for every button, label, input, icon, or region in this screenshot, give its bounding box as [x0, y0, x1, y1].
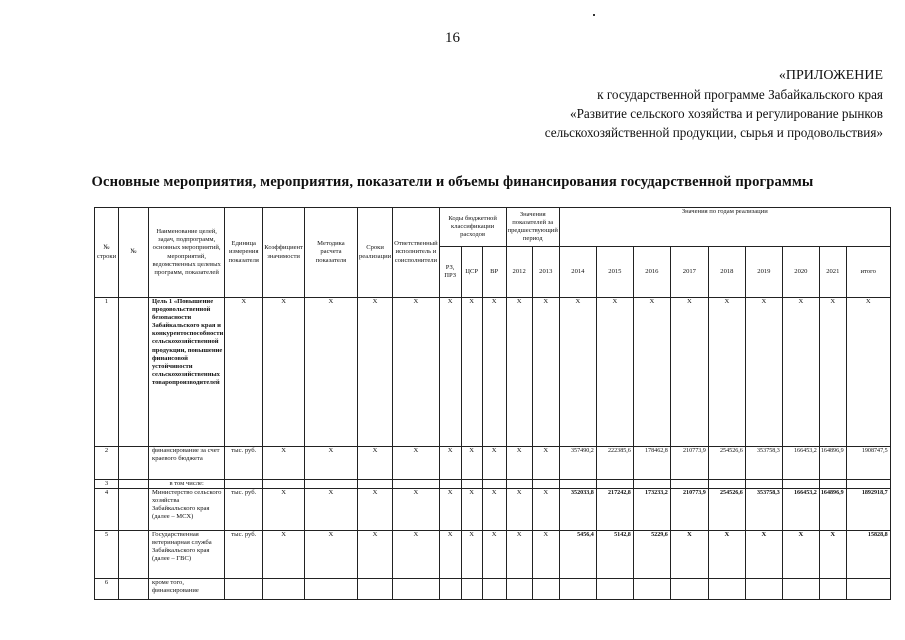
header-2018: 2018	[708, 247, 745, 298]
cell-2021: 164896,9	[819, 447, 846, 480]
page-number: 16	[445, 30, 460, 46]
cell-terms: Х	[357, 447, 392, 480]
cell-2017: Х	[670, 531, 708, 579]
header-2020: 2020	[782, 247, 819, 298]
cell-csr: Х	[461, 298, 482, 447]
cell-2014: 357490,2	[559, 447, 596, 480]
cell-2016: 5229,6	[633, 531, 670, 579]
row-no: 4	[95, 489, 119, 531]
row-no: 6	[95, 579, 119, 600]
header-year-values: Значения по годам реализации	[559, 208, 890, 247]
cell-method: Х	[304, 531, 357, 579]
header-2012: 2012	[506, 247, 532, 298]
cell-2019: Х	[745, 531, 782, 579]
cell-2020: Х	[782, 298, 819, 447]
cell-2019: Х	[745, 298, 782, 447]
cell-coef: Х	[263, 489, 305, 531]
cell-method: Х	[304, 298, 357, 447]
cell-rz: Х	[439, 489, 461, 531]
row-name: Государственная ветеринарная служба Забайкальского края (далее – ГВС)	[149, 531, 225, 579]
header-coef: Коэффициент значимости	[263, 208, 305, 298]
cell-executor: Х	[393, 531, 439, 579]
cell-total: 1908747,5	[846, 447, 890, 480]
cell-terms: Х	[357, 489, 392, 531]
header-name: Наименование целей, задач, подпрограмм, основных мероприятий, мероприятий, ведомственных целевых программ, показателей	[149, 208, 225, 298]
cell-2017: 210773,9	[670, 447, 708, 480]
header-vr: ВР	[482, 247, 506, 298]
cell-2013: Х	[532, 298, 559, 447]
scan-dot	[593, 14, 595, 16]
cell-2020: Х	[782, 531, 819, 579]
row-name: кроме того, финансирование	[149, 579, 225, 600]
cell-2016: 178462,8	[633, 447, 670, 480]
row-no: 3	[95, 480, 119, 489]
appendix-line-1: к государственной программе Забайкальского края	[597, 87, 883, 102]
row-name: в том числе:	[149, 480, 225, 489]
cell-csr: Х	[461, 447, 482, 480]
header-2017: 2017	[670, 247, 708, 298]
cell-2018: 254526,6	[708, 489, 745, 531]
cell-vr: Х	[482, 298, 506, 447]
header-2015: 2015	[596, 247, 633, 298]
row-number	[119, 480, 149, 489]
cell-executor: Х	[393, 489, 439, 531]
cell-2013: Х	[532, 531, 559, 579]
cell-2017: Х	[670, 298, 708, 447]
cell-2020: 166453,2	[782, 447, 819, 480]
header-row-no: № строки	[95, 208, 119, 298]
program-table	[94, 207, 891, 600]
table-row	[95, 447, 891, 480]
header-2013: 2013	[532, 247, 559, 298]
appendix-title: «ПРИЛОЖЕНИЕ	[778, 68, 883, 83]
table-row	[95, 579, 891, 600]
cell-coef: Х	[263, 447, 305, 480]
header-csr: ЦСР	[461, 247, 482, 298]
cell-total: 15828,8	[846, 531, 890, 579]
cell-2020: 166453,2	[782, 489, 819, 531]
cell-total: Х	[846, 298, 890, 447]
cell-2017: 210773,9	[670, 489, 708, 531]
row-no: 1	[95, 298, 119, 447]
header-prev-values: Значения показателей за предшествующий период	[506, 208, 559, 247]
cell-2015: Х	[596, 298, 633, 447]
row-number	[119, 579, 149, 600]
row-number	[119, 298, 149, 447]
cell-terms: Х	[357, 531, 392, 579]
cell-executor: Х	[393, 447, 439, 480]
cell-coef: Х	[263, 531, 305, 579]
cell-2012: Х	[506, 531, 532, 579]
header-2014: 2014	[559, 247, 596, 298]
cell-2018: Х	[708, 531, 745, 579]
cell-unit: тыс. руб.	[225, 447, 263, 480]
cell-2014: 5456,4	[559, 531, 596, 579]
header-row-1	[95, 208, 891, 247]
header-total: итого	[846, 247, 890, 298]
header-2019: 2019	[745, 247, 782, 298]
header-no: №	[119, 208, 149, 298]
cell-2015: 5142,8	[596, 531, 633, 579]
cell-vr: Х	[482, 447, 506, 480]
cell-rz: Х	[439, 447, 461, 480]
header-rz: РЗ, ПРЗ	[439, 247, 461, 298]
table-row	[95, 480, 891, 489]
document-title: Основные мероприятия, мероприятия, показатели и объемы финансирования государственной программы	[91, 174, 814, 190]
table-row	[95, 489, 891, 531]
appendix-line-2: «Развитие сельского хозяйства и регулирование рынков	[570, 106, 883, 121]
cell-2014: 352033,8	[559, 489, 596, 531]
row-name: финансирование за счет краевого бюджета	[149, 447, 225, 480]
cell-2012: Х	[506, 447, 532, 480]
table-row	[95, 531, 891, 579]
cell-coef: Х	[263, 298, 305, 447]
cell-2021: 164896,9	[819, 489, 846, 531]
row-number	[119, 447, 149, 480]
cell-executor: Х	[393, 298, 439, 447]
cell-vr: Х	[482, 489, 506, 531]
cell-vr: Х	[482, 531, 506, 579]
header-2016: 2016	[633, 247, 670, 298]
cell-rz: Х	[439, 298, 461, 447]
cell-2015: 222385,6	[596, 447, 633, 480]
cell-total: 1892918,7	[846, 489, 890, 531]
cell-2013: Х	[532, 489, 559, 531]
cell-unit: Х	[225, 298, 263, 447]
cell-2016: Х	[633, 298, 670, 447]
row-name: Цель 1 «Повышение продовольственной безопасности Забайкальского края и конкурентоспособности сельскохозяйственной продукции, повышение финансовой устойчивости сельскохозяйственных товаропроизводителей	[149, 298, 225, 447]
cell-2013: Х	[532, 447, 559, 480]
row-number	[119, 531, 149, 579]
row-name: Министерство сельского хозяйства Забайкальского края (далее – МСХ)	[149, 489, 225, 531]
cell-csr: Х	[461, 489, 482, 531]
header-terms: Сроки реализации	[357, 208, 392, 298]
appendix-line-3: сельскохозяйственной продукции, сырья и продовольствия»	[544, 125, 883, 140]
cell-rz: Х	[439, 531, 461, 579]
row-no: 2	[95, 447, 119, 480]
table-row	[95, 298, 891, 447]
cell-2012: Х	[506, 489, 532, 531]
cell-method: Х	[304, 447, 357, 480]
header-executor: Ответственный исполнитель и соисполнители	[393, 208, 439, 298]
header-budget-codes: Коды бюджетной классификации расходов	[439, 208, 506, 247]
row-number	[119, 489, 149, 531]
cell-2021: Х	[819, 298, 846, 447]
cell-csr: Х	[461, 531, 482, 579]
cell-2019: 353758,3	[745, 447, 782, 480]
cell-method: Х	[304, 489, 357, 531]
row-no: 5	[95, 531, 119, 579]
cell-unit: тыс. руб.	[225, 531, 263, 579]
cell-2015: 217242,8	[596, 489, 633, 531]
cell-2016: 173233,2	[633, 489, 670, 531]
cell-unit: тыс. руб.	[225, 489, 263, 531]
cell-terms: Х	[357, 298, 392, 447]
cell-2012: Х	[506, 298, 532, 447]
header-2021: 2021	[819, 247, 846, 298]
cell-2014: Х	[559, 298, 596, 447]
cell-2019: 353758,3	[745, 489, 782, 531]
header-method: Методика расчета показателя	[304, 208, 357, 298]
header-unit: Единица измерения показателя	[225, 208, 263, 298]
appendix-block	[545, 66, 883, 142]
cell-2021: Х	[819, 531, 846, 579]
cell-2018: 254526,6	[708, 447, 745, 480]
cell-2018: Х	[708, 298, 745, 447]
